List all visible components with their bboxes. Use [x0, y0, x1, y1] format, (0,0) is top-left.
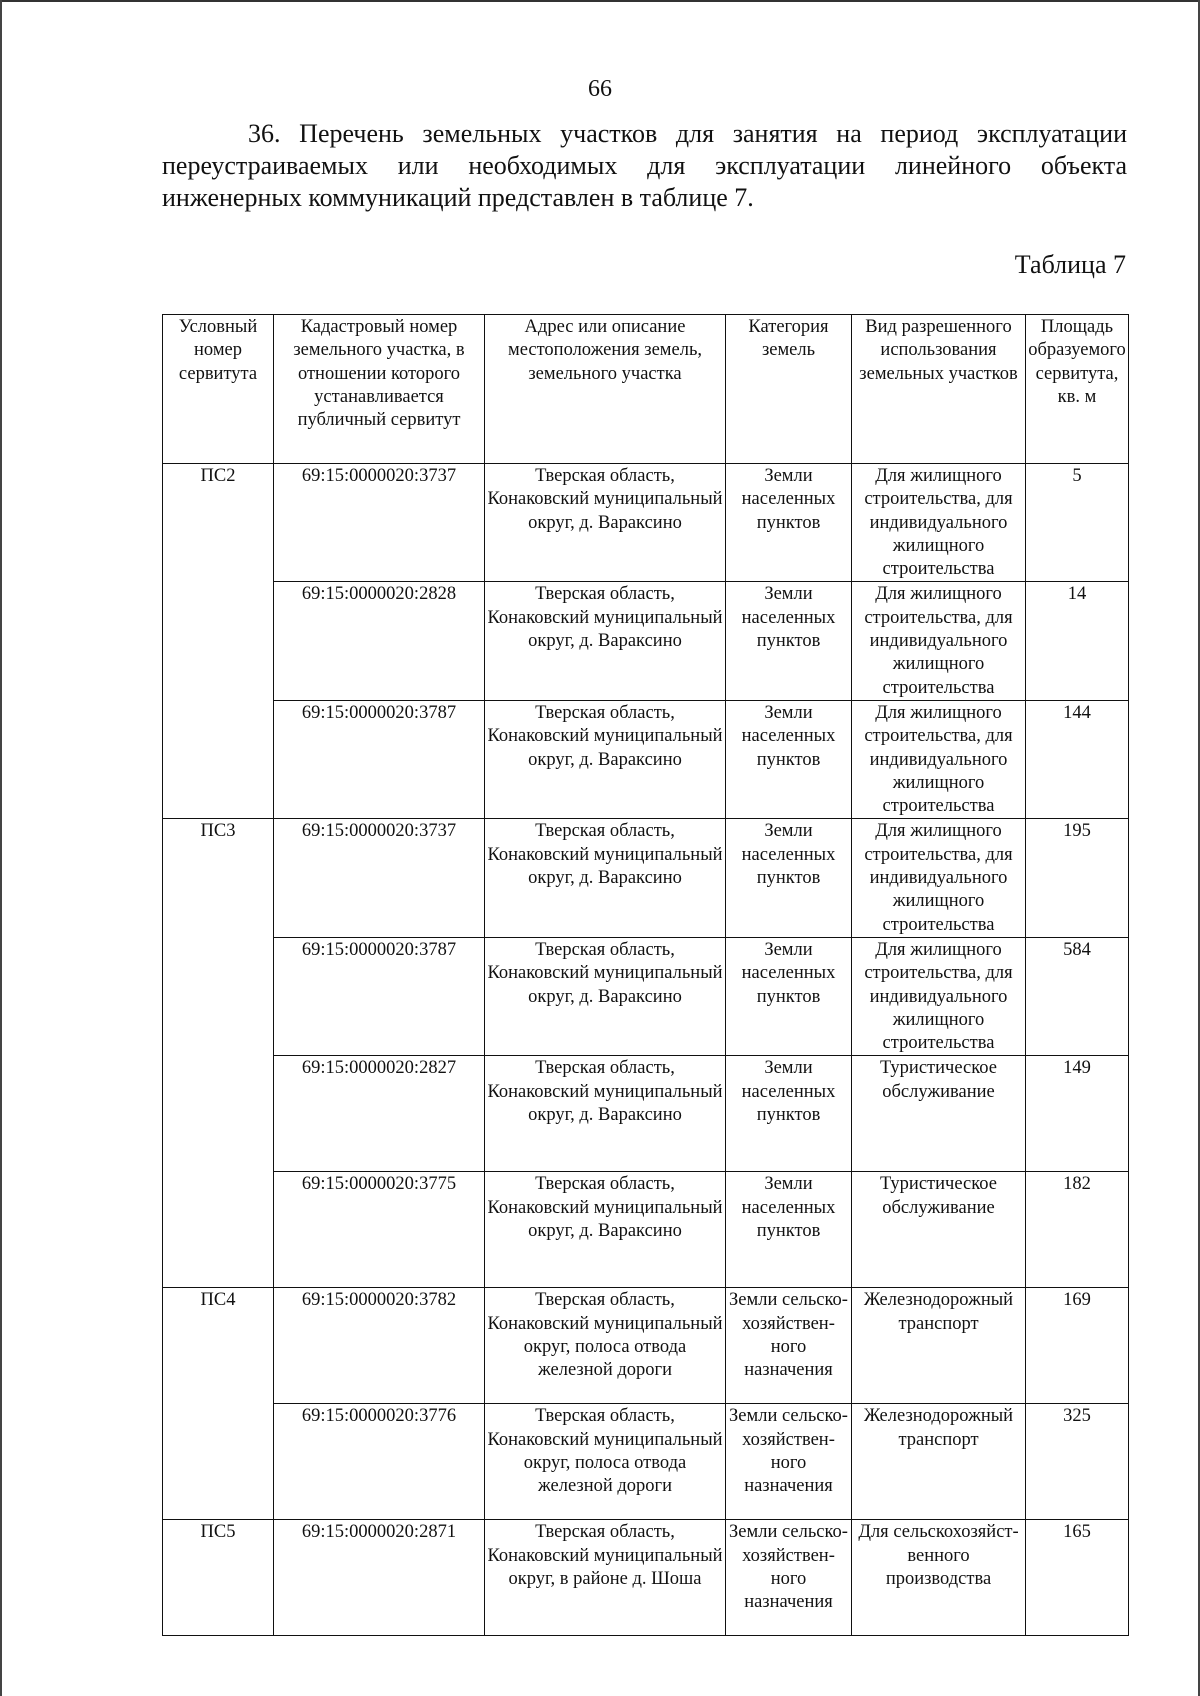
servitude-code: ПС4	[163, 1288, 274, 1520]
header-permitted-use: Вид разрешенного использования земельных участков	[852, 315, 1026, 464]
area: 584	[1026, 937, 1129, 1055]
table-row	[163, 1172, 1129, 1288]
area: 149	[1026, 1056, 1129, 1172]
permitted-use: Железнодорожный транспорт	[852, 1404, 1026, 1520]
servitude-code: ПС3	[163, 819, 274, 1288]
land-category: Земли населенных пунктов	[726, 1172, 852, 1288]
table-row	[163, 1056, 1129, 1172]
table-row	[163, 582, 1129, 700]
address: Тверская область, Конаковский муниципальный округ, полоса отвода железной дороги	[485, 1404, 726, 1520]
cadastral-number: 69:15:0000020:2827	[274, 1056, 485, 1172]
header-cadastral-number: Кадастровый номер земельного участка, в отношении которого устанавливается публичный сервитут	[274, 315, 485, 464]
area: 169	[1026, 1288, 1129, 1404]
table-row	[163, 937, 1129, 1055]
permitted-use: Для жилищного строительства, для индивидуального жилищного строительства	[852, 700, 1026, 818]
table-row	[163, 464, 1129, 582]
header-area: Площадь образуемого сервитута, кв. м	[1026, 315, 1129, 464]
land-category: Земли населенных пунктов	[726, 582, 852, 700]
table-row	[163, 1288, 1129, 1404]
table-caption: Таблица 7	[1014, 250, 1126, 279]
land-category: Земли сельско-хозяйствен-ного назначения	[726, 1288, 852, 1404]
address: Тверская область, Конаковский муниципальный округ, полоса отвода железной дороги	[485, 1288, 726, 1404]
land-category: Земли населенных пунктов	[726, 937, 852, 1055]
area: 5	[1026, 464, 1129, 582]
cadastral-number: 69:15:0000020:3737	[274, 464, 485, 582]
cadastral-number: 69:15:0000020:2828	[274, 582, 485, 700]
land-category: Земли населенных пунктов	[726, 1056, 852, 1172]
address: Тверская область, Конаковский муниципальный округ, в районе д. Шоша	[485, 1520, 726, 1636]
cadastral-number: 69:15:0000020:3787	[274, 700, 485, 818]
address: Тверская область, Конаковский муниципальный округ, д. Вараксино	[485, 464, 726, 582]
header-address: Адрес или описание местоположения земель, земельного участка	[485, 315, 726, 464]
table-body	[163, 464, 1129, 1636]
table-row	[163, 819, 1129, 937]
permitted-use: Для жилищного строительства, для индивидуального жилищного строительства	[852, 582, 1026, 700]
land-category: Земли населенных пунктов	[726, 700, 852, 818]
permitted-use: Железнодорожный транспорт	[852, 1288, 1026, 1404]
cadastral-number: 69:15:0000020:3782	[274, 1288, 485, 1404]
cadastral-number: 69:15:0000020:3776	[274, 1404, 485, 1520]
permitted-use: Для жилищного строительства, для индивидуального жилищного строительства	[852, 819, 1026, 937]
area: 195	[1026, 819, 1129, 937]
area: 165	[1026, 1520, 1129, 1636]
address: Тверская область, Конаковский муниципальный округ, д. Вараксино	[485, 582, 726, 700]
cadastral-number: 69:15:0000020:3737	[274, 819, 485, 937]
area: 14	[1026, 582, 1129, 700]
page-number: 66	[588, 76, 612, 102]
servitude-code: ПС5	[163, 1520, 274, 1636]
left-edge-line	[0, 0, 2, 1696]
permitted-use: Для жилищного строительства, для индивидуального жилищного строительства	[852, 937, 1026, 1055]
table-row	[163, 1404, 1129, 1520]
area: 325	[1026, 1404, 1129, 1520]
address: Тверская область, Конаковский муниципальный округ, д. Вараксино	[485, 1056, 726, 1172]
cadastral-number: 69:15:0000020:3787	[274, 937, 485, 1055]
top-edge-line	[0, 0, 1200, 2]
servitude-code: ПС2	[163, 464, 274, 819]
land-category: Земли населенных пунктов	[726, 819, 852, 937]
permitted-use: Для жилищного строительства, для индивидуального жилищного строительства	[852, 464, 1026, 582]
land-category: Земли населенных пунктов	[726, 464, 852, 582]
address: Тверская область, Конаковский муниципальный округ, д. Вараксино	[485, 819, 726, 937]
cadastral-number: 69:15:0000020:2871	[274, 1520, 485, 1636]
header-servitude-code: Условный номер сервитута	[163, 315, 274, 464]
servitude-table	[162, 314, 1129, 1636]
land-category: Земли сельско-хозяйствен-ного назначения	[726, 1520, 852, 1636]
table-row	[163, 700, 1129, 818]
address: Тверская область, Конаковский муниципальный округ, д. Вараксино	[485, 700, 726, 818]
area: 144	[1026, 700, 1129, 818]
permitted-use: Туристическое обслуживание	[852, 1056, 1026, 1172]
permitted-use: Туристическое обслуживание	[852, 1172, 1026, 1288]
land-category: Земли сельско-хозяйствен-ного назначения	[726, 1404, 852, 1520]
address: Тверская область, Конаковский муниципальный округ, д. Вараксино	[485, 1172, 726, 1288]
cadastral-number: 69:15:0000020:3775	[274, 1172, 485, 1288]
header-land-category: Категория земель	[726, 315, 852, 464]
table-header-row	[163, 315, 1129, 464]
permitted-use: Для сельскохозяйст-венного производства	[852, 1520, 1026, 1636]
area: 182	[1026, 1172, 1129, 1288]
paragraph-36: 36. Перечень земельных участков для занятия на период эксплуатации переустраиваемых или необходимых для эксплуатации линейного объекта инженерных коммуникаций представлен в таблице 7.	[162, 119, 1127, 212]
table-row	[163, 1520, 1129, 1636]
address: Тверская область, Конаковский муниципальный округ, д. Вараксино	[485, 937, 726, 1055]
